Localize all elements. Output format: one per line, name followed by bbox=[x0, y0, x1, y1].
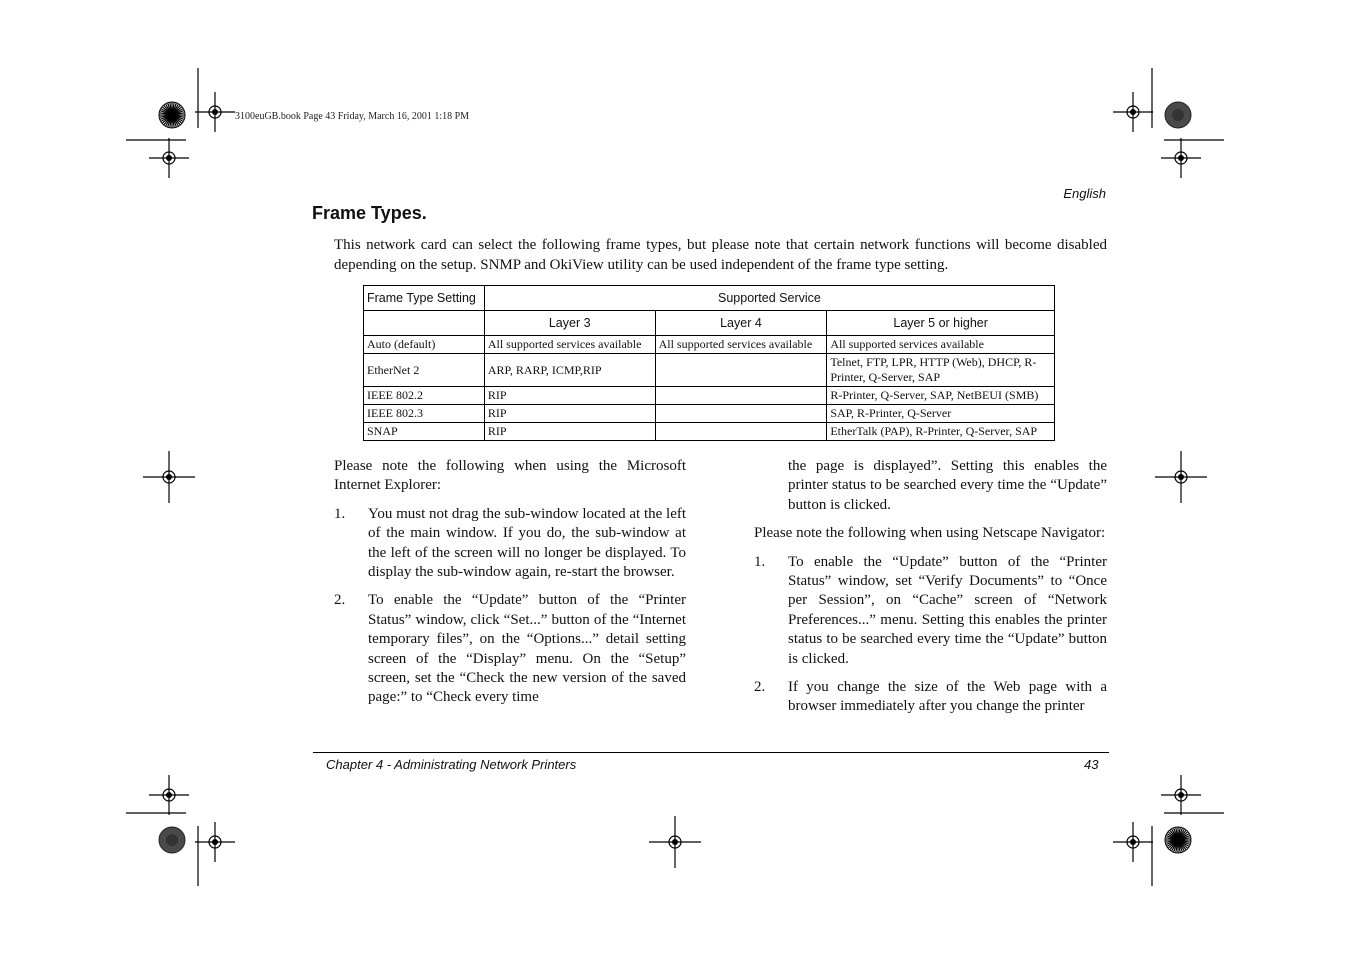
table-cell: Telnet, FTP, LPR, HTTP (Web), DHCP, R-Printer, Q-Server, SAP bbox=[827, 354, 1055, 387]
registration-mark-dot bbox=[212, 839, 218, 845]
header-layer-4: Layer 4 bbox=[655, 311, 827, 336]
ie-intro: Please note the following when using the Microsoft Internet Explorer: bbox=[334, 458, 686, 494]
registration-mark-dot bbox=[1178, 155, 1184, 161]
table-cell: All supported services available bbox=[827, 336, 1055, 354]
table-cell: ARP, RARP, ICMP,RIP bbox=[484, 354, 655, 387]
registration-mark-dot bbox=[1178, 792, 1184, 798]
list-number: 1. bbox=[754, 553, 766, 570]
header-layer-5: Layer 5 or higher bbox=[827, 311, 1055, 336]
color-bar-disc-center bbox=[1172, 109, 1184, 121]
list-text: To enable the “Update” button of the “Printer Status” window, click “Set...” button of the “Internet temporary files”, on the “Options...” detail setting screen of the “Display” menu. On the “Setup” screen, set the “Check the new version of the saved page:” to “Check every time bbox=[368, 592, 686, 706]
footer-chapter: Chapter 4 - Administrating Network Printers bbox=[326, 757, 577, 772]
book-slug: 3100euGB.book Page 43 Friday, March 16, 2001 1:18 PM bbox=[235, 111, 470, 122]
list-item bbox=[334, 591, 686, 707]
header-supported-service: Supported Service bbox=[484, 286, 1054, 311]
list-item bbox=[754, 553, 1107, 669]
table-cell: All supported services available bbox=[655, 336, 827, 354]
right-column bbox=[754, 457, 1107, 726]
list-item bbox=[754, 678, 1107, 717]
table-cell: Auto (default) bbox=[364, 336, 485, 354]
left-column bbox=[334, 457, 686, 717]
header-layer-3: Layer 3 bbox=[484, 311, 655, 336]
table-cell: SNAP bbox=[364, 423, 485, 441]
registration-mark-dot bbox=[1130, 109, 1136, 115]
table-cell bbox=[655, 354, 827, 387]
table-cell: IEEE 802.2 bbox=[364, 387, 485, 405]
list-text: You must not drag the sub-window located at the left of the main window. If you do, the sub-window at the left of the screen will no longer be displayed. To display the sub-window again, re-start the browser. bbox=[368, 505, 687, 581]
table-header-row bbox=[364, 286, 1055, 311]
frame-types-table bbox=[363, 285, 1055, 441]
footer-rule bbox=[313, 752, 1109, 753]
registration-mark-dot bbox=[212, 109, 218, 115]
list-number: 2. bbox=[334, 592, 346, 609]
registration-mark-dot bbox=[166, 474, 172, 480]
page-number: 43 bbox=[1084, 757, 1099, 772]
table-row bbox=[364, 405, 1055, 423]
table-cell: RIP bbox=[484, 387, 655, 405]
table-row bbox=[364, 387, 1055, 405]
table-cell: SAP, R-Printer, Q-Server bbox=[827, 405, 1055, 423]
table-cell: R-Printer, Q-Server, SAP, NetBEUI (SMB) bbox=[827, 387, 1055, 405]
table-cell bbox=[655, 387, 827, 405]
registration-mark-dot bbox=[1130, 839, 1136, 845]
table-cell: EtherNet 2 bbox=[364, 354, 485, 387]
table-row bbox=[364, 336, 1055, 354]
list-text: If you change the size of the Web page with a browser immediately after you change the printer bbox=[788, 679, 1107, 715]
registration-mark-dot bbox=[166, 792, 172, 798]
table-cell: RIP bbox=[484, 423, 655, 441]
table-cell: IEEE 802.3 bbox=[364, 405, 485, 423]
registration-mark-dot bbox=[1178, 474, 1184, 480]
list-number: 2. bbox=[754, 679, 766, 696]
netscape-intro: Please note the following when using Netscape Navigator: bbox=[754, 525, 1106, 542]
registration-mark-dot bbox=[166, 155, 172, 161]
list-number: 1. bbox=[334, 505, 346, 522]
table-cell: RIP bbox=[484, 405, 655, 423]
netscape-notes-list bbox=[754, 553, 1107, 717]
table-cell bbox=[655, 423, 827, 441]
table-cell bbox=[655, 405, 827, 423]
table-layer-row bbox=[364, 311, 1055, 336]
language-label: English bbox=[1063, 186, 1106, 201]
intro-paragraph: This network card can select the following frame types, but please note that certain network functions will become disabled depending on the setup. SNMP and OkiView utility can be used independent of the frame type setting. bbox=[334, 237, 1107, 273]
table-row bbox=[364, 354, 1055, 387]
header-frame-type-setting: Frame Type Setting bbox=[364, 286, 485, 311]
list-text: To enable the “Update” button of the “Printer Status” window, set “Verify Documents” to “Once per Session”, on “Cache” screen of “Network Preferences...” menu. Setting this enables the printer status to be searched every time the “Update” button is clicked. bbox=[788, 553, 1107, 667]
table-cell: EtherTalk (PAP), R-Printer, Q-Server, SAP bbox=[827, 423, 1055, 441]
color-bar-disc-center bbox=[166, 834, 178, 846]
list-item bbox=[334, 505, 686, 583]
table-cell: All supported services available bbox=[484, 336, 655, 354]
table-row bbox=[364, 423, 1055, 441]
registration-mark-dot bbox=[672, 839, 678, 845]
ie-notes-list bbox=[334, 505, 686, 708]
section-title: Frame Types. bbox=[312, 203, 427, 223]
continued-text: the page is displayed”. Setting this enables the printer status to be searched every time the “Update” button is clicked. bbox=[788, 458, 1107, 513]
